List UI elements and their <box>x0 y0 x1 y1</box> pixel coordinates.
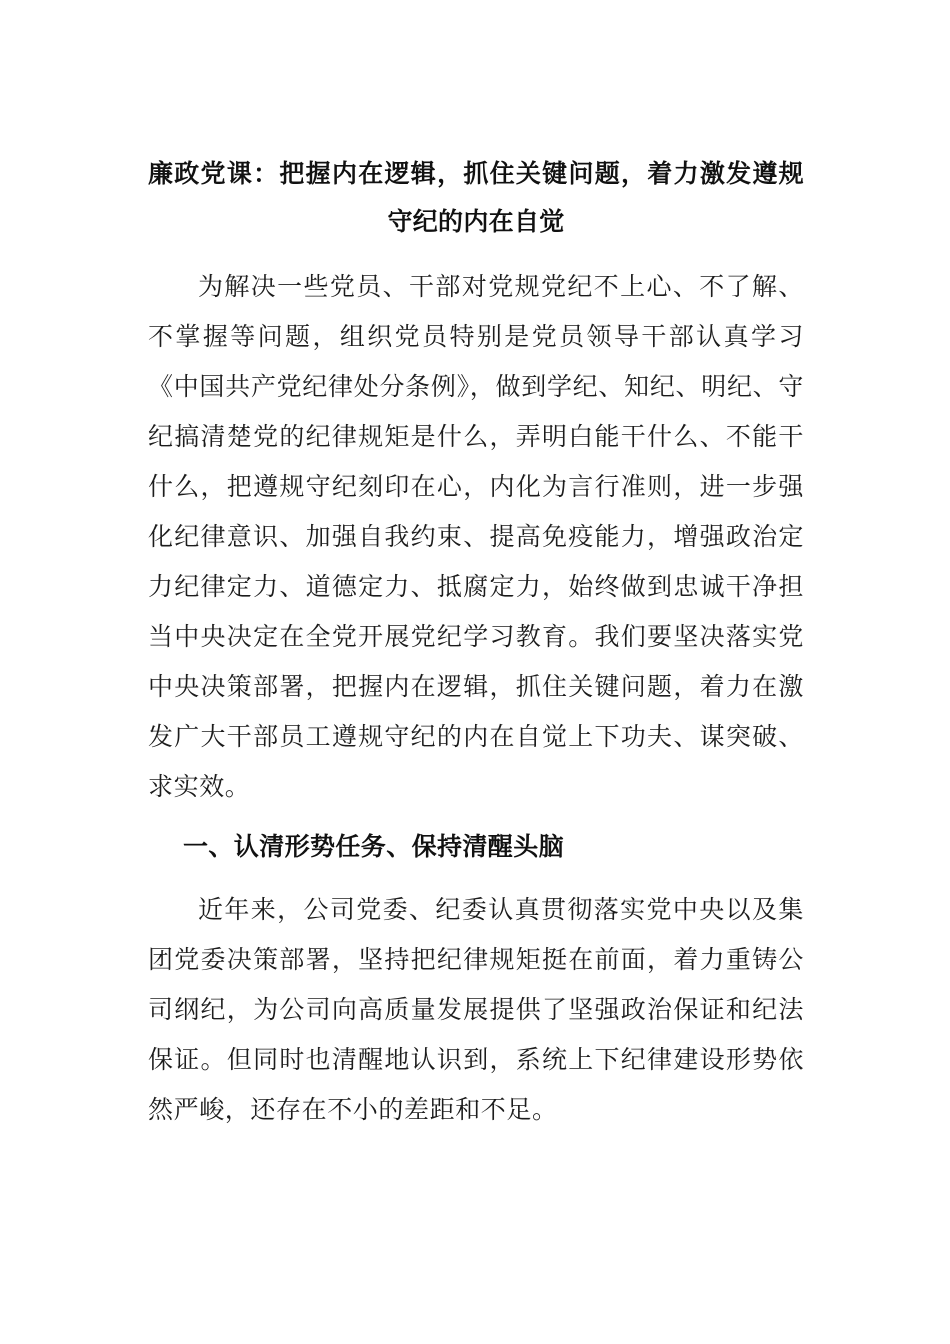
body-paragraph-intro: 为解决一些党员、干部对党规党纪不上心、不了解、不掌握等问题，组织党员特别是党员领导干部认真学习《中国共产党纪律处分条例》，做到学纪、知纪、明纪、守纪搞清楚党的纪律规矩是什么，弄明白能干什么、不能干什么，把遵规守纪刻印在心，内化为言行准则，进一步强化纪律意识、加强自我约束、提高免疫能力，增强政治定力纪律定力、道德定力、抵腐定力，始终做到忠诚干净担当中央决定在全党开展党纪学习教育。我们要坚决落实党中央决策部署，把握内在逻辑，抓住关键问题，着力在激发广大干部员工遵规守纪的内在自觉上下功夫、谋突破、求实效。 <box>148 272 804 801</box>
body-paragraph-section-1: 近年来，公司党委、纪委认真贯彻落实党中央以及集团党委决策部署，坚持把纪律规矩挺在前面，着力重铸公司纲纪，为公司向高质量发展提供了坚强政治保证和纪法保证。但同时也清醒地认识到，系统上下纪律建设形势依然严峻，还存在不小的差距和不足。 <box>148 895 804 1124</box>
section-heading-1: 一、认清形势任务、保持清醒头脑 <box>183 832 565 861</box>
document-title: 廉政党课：把握内在逻辑，抓住关键问题，着力激发遵规守纪的内在自觉 <box>148 159 804 236</box>
